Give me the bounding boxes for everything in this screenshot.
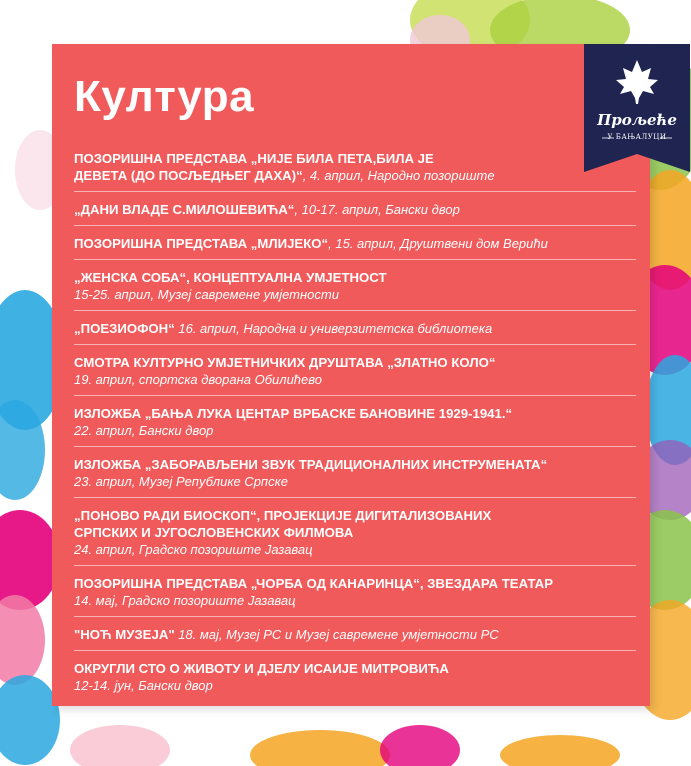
event-details: , 15. април, Друштвени дом Верићи (328, 236, 548, 251)
event-name: ПОЗОРИШНА ПРЕДСТАВА „ЧОРБА ОД КАНАРИНЦА“, ЗВЕЗДАРА ТЕАТАР (74, 576, 554, 591)
event-name: „ПОЕЗИОФОН“ (74, 321, 175, 336)
event-name: „ДАНИ ВЛАДЕ С.МИЛОШЕВИЋА“ (74, 202, 295, 217)
event-item (74, 226, 634, 259)
event-name: „ЖЕНСКА СОБА“, КОНЦЕПТУАЛНА УМЈЕТНОСТ (74, 270, 387, 285)
event-name-line2: ДЕВЕТА (ДО ПОСЉЕДЊЕГ ДАХА)“ (74, 168, 303, 183)
event-details: 22. април, Бански двор (74, 423, 214, 438)
festival-logo (584, 44, 690, 172)
event-details: 18. мај, Музеј РС и Музеј савремене умјетности РС (174, 627, 499, 642)
culture-card (52, 44, 677, 706)
event-details: 19. април, спортска дворана Обилићево (74, 372, 322, 387)
event-item (74, 260, 634, 310)
event-details: , 10-17. април, Бански двор (294, 202, 460, 217)
event-name: ПОЗОРИШНА ПРЕДСТАВА „МЛИЈЕКО“ (74, 236, 329, 251)
logo-title: Прољеће (597, 111, 677, 129)
event-details: 23. април, Музеј Републике Српске (74, 474, 288, 489)
event-list (74, 150, 634, 701)
logo-banner (584, 44, 690, 172)
logo-subtitle: У БАЊАЛУЦИ (607, 133, 667, 141)
event-details: 12-14. јун, Бански двор (74, 678, 213, 693)
event-item (74, 498, 634, 565)
event-item (74, 311, 634, 344)
event-name: СМОТРА КУЛТУРНО УМЈЕТНИЧКИХ ДРУШТАВА „ЗЛАТНО КОЛО“ (74, 355, 496, 370)
event-details: 24. април, Градско позориште Јазавац (74, 542, 313, 557)
event-item (74, 617, 634, 650)
event-item (74, 150, 634, 191)
event-name: "НОЋ МУЗЕЈА" (74, 627, 175, 642)
page-title: Култура (74, 72, 255, 121)
event-name-line2: СРПСКИХ И ЈУГОСЛОВЕНСКИХ ФИЛМОВА (74, 525, 354, 540)
event-item (74, 447, 634, 497)
event-details: 14. мај, Градско позориште Јазавац (74, 593, 296, 608)
event-item (74, 345, 634, 395)
event-name: ИЗЛОЖБА „ЗАБОРАВЉЕНИ ЗВУК ТРАДИЦИОНАЛНИХ ИНСТРУМЕНАТА“ (74, 457, 548, 472)
event-item (74, 566, 634, 616)
event-item (74, 192, 634, 225)
event-details: 15-25. април, Музеј савремене умјетности (74, 287, 339, 302)
event-item (74, 396, 634, 446)
event-details: , 4. април, Народно позориште (302, 168, 495, 183)
event-name: ОКРУГЛИ СТО О ЖИВОТУ И ДЈЕЛУ ИСАИЈЕ МИТРОВИЋА (74, 661, 449, 676)
event-name: ПОЗОРИШНА ПРЕДСТАВА „НИЈЕ БИЛА ПЕТА,БИЛА ЈЕ (74, 151, 434, 166)
event-name: ИЗЛОЖБА „БАЊА ЛУКА ЦЕНТАР ВРБАСКЕ БАНОВИНЕ 1929-1941.“ (74, 406, 513, 421)
event-item (74, 651, 634, 701)
event-details: 16. април, Народна и универзитетска библиотека (174, 321, 493, 336)
event-name: „ПОНОВО РАДИ БИОСКОП“, ПРОЈЕКЦИЈЕ ДИГИТАЛИЗОВАНИХ (74, 508, 492, 523)
